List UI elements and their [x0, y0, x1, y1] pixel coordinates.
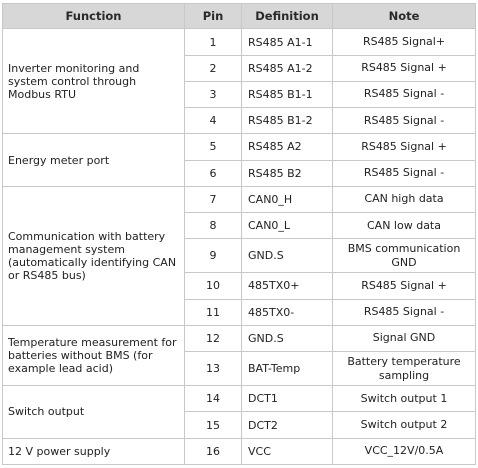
note-cell: RS485 Signal +: [333, 134, 476, 160]
function-cell: Communication with battery management system (automatically identifying CAN or RS485 bus): [3, 186, 185, 325]
pin-cell: 5: [185, 134, 242, 160]
definition-cell: CAN0_H: [242, 186, 333, 212]
definition-cell: 485TX0-: [242, 299, 333, 325]
pin-cell: 14: [185, 386, 242, 412]
definition-cell: DCT1: [242, 386, 333, 412]
header-function: Function: [3, 4, 185, 29]
note-cell: VCC_12V/0.5A: [333, 438, 476, 464]
definition-cell: BAT-Temp: [242, 352, 333, 386]
table-row: [3, 438, 476, 464]
header-row: [3, 4, 476, 29]
header-note: Note: [333, 4, 476, 29]
note-cell: RS485 Signal -: [333, 108, 476, 134]
note-cell: Switch output 1: [333, 386, 476, 412]
note-cell: Switch output 2: [333, 412, 476, 438]
definition-cell: GND.S: [242, 239, 333, 273]
pin-cell: 4: [185, 108, 242, 134]
definition-cell: RS485 A2: [242, 134, 333, 160]
note-cell: RS485 Signal +: [333, 273, 476, 299]
header-pin: Pin: [185, 4, 242, 29]
pin-cell: 10: [185, 273, 242, 299]
note-cell: CAN low data: [333, 213, 476, 239]
pin-cell: 15: [185, 412, 242, 438]
pin-cell: 12: [185, 325, 242, 351]
note-cell: Battery temperature sampling: [333, 352, 476, 386]
definition-cell: RS485 B1-1: [242, 81, 333, 107]
definition-cell: RS485 B2: [242, 160, 333, 186]
definition-cell: RS485 B1-2: [242, 108, 333, 134]
pin-cell: 6: [185, 160, 242, 186]
table-row: [3, 325, 476, 351]
pin-definition-table: [2, 3, 476, 465]
pin-cell: 2: [185, 55, 242, 81]
table-row: [3, 186, 476, 212]
function-cell: Switch output: [3, 386, 185, 438]
definition-cell: RS485 A1-2: [242, 55, 333, 81]
note-cell: Signal GND: [333, 325, 476, 351]
definition-cell: DCT2: [242, 412, 333, 438]
function-cell: Temperature measurement for batteries without BMS (for example lead acid): [3, 325, 185, 385]
pin-cell: 7: [185, 186, 242, 212]
pin-cell: 11: [185, 299, 242, 325]
definition-cell: CAN0_L: [242, 213, 333, 239]
table-row: [3, 29, 476, 55]
function-cell: Inverter monitoring and system control through Modbus RTU: [3, 29, 185, 134]
definition-cell: VCC: [242, 438, 333, 464]
note-cell: RS485 Signal+: [333, 29, 476, 55]
pin-cell: 8: [185, 213, 242, 239]
definition-cell: RS485 A1-1: [242, 29, 333, 55]
definition-cell: 485TX0+: [242, 273, 333, 299]
note-cell: RS485 Signal +: [333, 55, 476, 81]
table-row: [3, 134, 476, 160]
note-cell: CAN high data: [333, 186, 476, 212]
pin-cell: 1: [185, 29, 242, 55]
function-cell: 12 V power supply: [3, 438, 185, 464]
note-cell: RS485 Signal -: [333, 299, 476, 325]
pin-cell: 9: [185, 239, 242, 273]
header-definition: Definition: [242, 4, 333, 29]
table-row: [3, 386, 476, 412]
pin-cell: 3: [185, 81, 242, 107]
note-cell: BMS communication GND: [333, 239, 476, 273]
note-cell: RS485 Signal -: [333, 160, 476, 186]
pin-cell: 13: [185, 352, 242, 386]
note-cell: RS485 Signal -: [333, 81, 476, 107]
function-cell: Energy meter port: [3, 134, 185, 186]
pin-cell: 16: [185, 438, 242, 464]
definition-cell: GND.S: [242, 325, 333, 351]
